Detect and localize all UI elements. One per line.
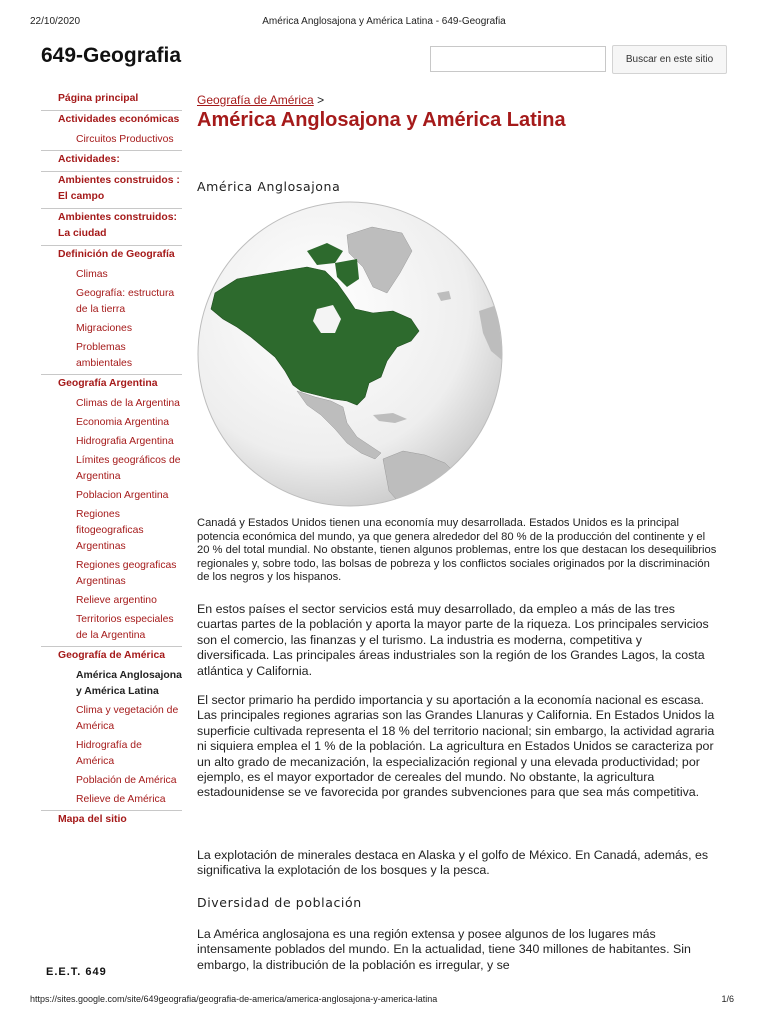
sidebar-item[interactable]: Hidrografia Argentina bbox=[76, 436, 174, 447]
paragraph-3: El sector primario ha perdido importancia y su aportación a la economía nacional es escasa. Las principales regiones agrarias son las Grandes Llanuras y California. En Estados Unidos la superficie cultivada representa el 18 % del territorio nacional; sin embargo, la actividad agraria ni siquiera emplea el 1 % de la población. La agricultura en Estados Unidos se caracteriza por un alto grado de mecanización, la especialización regional y una elevada productividad; por ejemplo, es el mayor exportador de cereales del mundo. No obstante, la agricultura estadounidense se ve favorecida por grandes subvenciones para que sea más competitiva. bbox=[197, 693, 715, 800]
sidebar-item[interactable]: Climas bbox=[76, 269, 108, 280]
sidebar-item[interactable]: Migraciones bbox=[76, 323, 133, 334]
sidebar-item[interactable]: Circuitos Productivos bbox=[76, 134, 174, 145]
site-title[interactable]: 649-Geografia bbox=[41, 44, 182, 67]
asia-edge-shape bbox=[197, 253, 219, 285]
main-content bbox=[197, 93, 717, 132]
sidebar-item[interactable]: Economia Argentina bbox=[76, 417, 169, 428]
sidebar-item[interactable]: Clima y vegetación de América bbox=[76, 705, 179, 732]
sidebar-item[interactable]: Poblacion Argentina bbox=[76, 490, 169, 501]
sidebar-item[interactable]: Actividades: bbox=[41, 150, 182, 171]
sidebar-item[interactable]: Relieve de América bbox=[76, 794, 166, 805]
page-title: América Anglosajona y América Latina bbox=[197, 109, 566, 131]
sidebar-item[interactable]: Actividades económicas bbox=[41, 110, 182, 131]
sidebar-item[interactable]: Ambientes construidos: La ciudad bbox=[41, 208, 182, 245]
sidebar-item[interactable]: Regiones fitogeograficas Argentinas bbox=[76, 509, 144, 552]
north-america-globe-image bbox=[197, 201, 503, 507]
sidebar-item[interactable]: Hidrografía de América bbox=[76, 740, 142, 767]
sidebar-item[interactable]: Página principal bbox=[58, 93, 139, 104]
breadcrumb-link[interactable]: Geografía de América bbox=[197, 93, 314, 107]
sidebar-item[interactable]: Relieve argentino bbox=[76, 595, 157, 606]
paragraph-2: En estos países el sector servicios está muy desarrollado, da empleo a más de las tres cuartas partes de la población y aporta la mayor parte de la riqueza. Los principales servicios son el comercio, las finanzas y el turismo. La industria es moderna, competitiva y diversificada. Las principales áreas industriales son la región de los Grandes Lagos, la costa atlántica y California. bbox=[197, 602, 709, 678]
sidebar-item[interactable]: Problemas ambientales bbox=[76, 342, 133, 369]
sidebar-item[interactable]: Geografía de América bbox=[41, 646, 182, 667]
sidebar-item[interactable]: Territorios especiales de la Argentina bbox=[76, 614, 174, 641]
breadcrumb bbox=[197, 93, 717, 107]
print-header bbox=[0, 16, 768, 30]
breadcrumb-separator: > bbox=[317, 93, 325, 107]
print-footer bbox=[0, 994, 768, 1008]
sidebar-footer-label: E.E.T. 649 bbox=[46, 966, 107, 978]
section-heading-diversidad: Diversidad de población bbox=[197, 895, 362, 910]
print-page-title: América Anglosajona y América Latina - 649-Geografia bbox=[262, 16, 506, 27]
sidebar-item[interactable]: Mapa del sitio bbox=[41, 810, 182, 831]
search-input[interactable] bbox=[430, 46, 606, 72]
sidebar-nav bbox=[41, 90, 182, 831]
sidebar-item[interactable]: Límites geográficos de Argentina bbox=[76, 455, 181, 482]
print-date: 22/10/2020 bbox=[30, 16, 81, 27]
sidebar-item[interactable]: Ambientes construidos : El campo bbox=[41, 171, 182, 208]
print-url: https://sites.google.com/site/649geografia/geografia-de-america/america-anglosajona-y-america-latina bbox=[30, 994, 438, 1004]
print-page-number: 1/6 bbox=[721, 994, 734, 1004]
sidebar-item[interactable]: Geografía Argentina bbox=[41, 374, 182, 395]
search-button[interactable]: Buscar en este sitio bbox=[612, 45, 727, 74]
sidebar-item[interactable]: Población de América bbox=[76, 775, 177, 786]
sidebar-item[interactable]: América Anglosajona y América Latina bbox=[76, 670, 182, 697]
paragraph-1: Canadá y Estados Unidos tienen una economía muy desarrollada. Estados Unidos es la principal potencia económica del mundo, ya que genera alrededor del 80 % de la producción del continente y el 20 % del total mundial. No obstante, tienen algunos problemas, entre los que destacan los desequilibrios regionales y, sobre todo, las bolsas de pobreza y los conflictos sociales originados por la discriminación de los negros y los hispanos. bbox=[197, 517, 717, 584]
section-heading-anglosajona: América Anglosajona bbox=[197, 179, 341, 194]
paragraph-5: La América anglosajona es una región extensa y posee algunos de los lugares más intensamente poblados del mundo. En la actualidad, tiene 340 millones de habitantes. Sin embargo, la distribución de la población es irregular, y se bbox=[197, 927, 691, 972]
sidebar-item[interactable]: Geografía: estructura de la tierra bbox=[76, 288, 175, 315]
sidebar-item[interactable]: Regiones geograficas Argentinas bbox=[76, 560, 177, 587]
sidebar-item[interactable]: Climas de la Argentina bbox=[76, 398, 180, 409]
sidebar-item[interactable]: Definición de Geografía bbox=[41, 245, 182, 266]
paragraph-4: La explotación de minerales destaca en Alaska y el golfo de México. En Canadá, además, es significativa la explotación de los bosques y la pesca. bbox=[197, 848, 709, 878]
